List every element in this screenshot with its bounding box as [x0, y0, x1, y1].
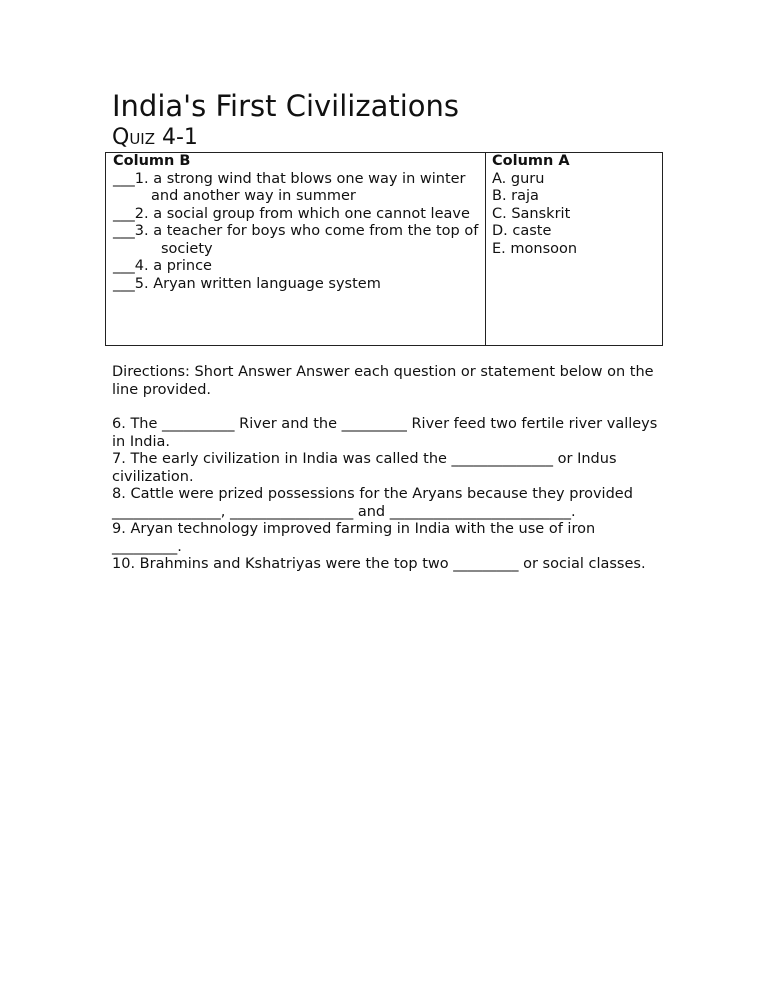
quiz-subtitle	[112, 124, 198, 152]
matching-table	[105, 152, 663, 346]
matching-item-3-text: ___3. a teacher for boys who come from the top of	[113, 223, 479, 239]
matching-item-1-continuation: and another way in summer	[151, 188, 356, 204]
choice-a: A. guru	[492, 170, 545, 187]
matching-item-3-continuation: society	[161, 240, 213, 257]
column-b-header: Column B	[113, 153, 191, 169]
quiz-word: Quiz	[112, 125, 155, 150]
matching-item-4-text: ___4. a prince	[113, 258, 212, 274]
matching-item-4	[113, 258, 479, 276]
question-7: 7. The early civilization in India was called the ______________ or Indus civilization.	[112, 451, 617, 485]
matching-item-2-text: ___2. a social group from which one cannot leave	[113, 205, 470, 222]
question-10: 10. Brahmins and Kshatriyas were the top two _________ or social classes.	[112, 556, 646, 572]
short-answer-questions	[112, 416, 664, 574]
column-a	[492, 153, 658, 258]
directions-text: Directions: Short Answer Answer each question or statement below on the line provided.	[112, 364, 654, 398]
column-b	[113, 153, 479, 293]
choice-e: E. monsoon	[492, 240, 578, 257]
matching-item-5-text: ___5. Aryan written language system	[113, 275, 381, 292]
question-9: 9. Aryan technology improved farming in India with the use of iron _________.	[112, 521, 596, 555]
matching-item-2	[113, 206, 479, 224]
column-a-header: Column A	[492, 153, 570, 169]
choice-b: B. raja	[492, 188, 539, 204]
matching-item-1-text: ___1. a strong wind that blows one way in winter	[113, 170, 466, 187]
question-6: 6. The __________ River and the _________ River feed two fertile river valleys in India.	[112, 416, 658, 450]
matching-item-1	[113, 171, 479, 206]
question-8: 8. Cattle were prized possessions for the Aryans because they provided _______________, _________________ and _________________________.	[112, 486, 633, 520]
matching-item-5	[113, 276, 479, 294]
choice-d: D. caste	[492, 223, 552, 239]
matching-item-3	[113, 223, 479, 258]
quiz-number: 4-1	[162, 125, 198, 150]
column-divider	[485, 153, 486, 345]
choice-c: C. Sanskrit	[492, 205, 571, 222]
page-title: India's First Civilizations	[112, 89, 460, 123]
